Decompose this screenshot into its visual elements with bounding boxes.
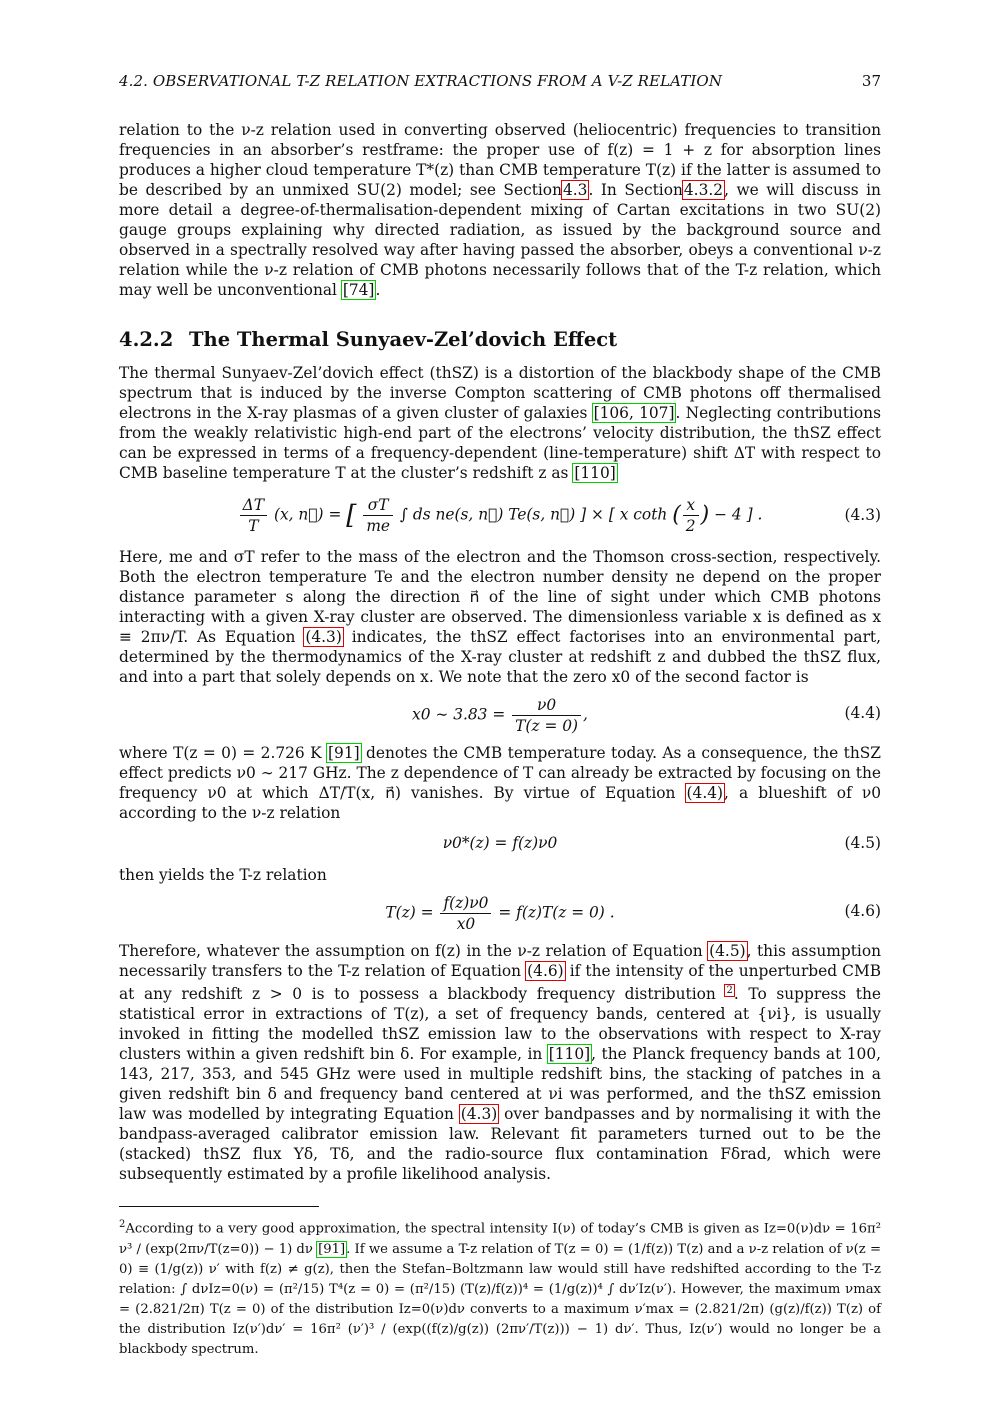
equation-4-6 xyxy=(119,891,881,935)
text-run: . Neglecting contributions from the weakly relativistic high-end part of the electrons’ velocity distribution, the thSZ effect can be expressed in terms of a frequency-dependent (line-temperature) shift ΔT with respect to CMB baseline temperature T at the cluster’s redshift z as xyxy=(119,404,881,482)
equation-text: , xyxy=(583,705,588,724)
citation-link[interactable]: [91] xyxy=(318,1241,346,1257)
fraction xyxy=(683,495,699,536)
equation-number: (4.6) xyxy=(844,902,881,920)
paragraph-definitions xyxy=(119,547,881,687)
text-run: over bandpasses and by normalising it with the bandpass-averaged calibrator emission law. Relevant fit parameters turned out to be the (stacked) thSZ flux Yδ, Tδ, and the radio-source flux contamination Fδrad, which were subsequently estimated by a profile likelihood analysis. xyxy=(119,1105,882,1184)
equation-number: (4.4) xyxy=(844,704,881,722)
text-run: . If we assume a T-z relation of T(z = 0) = (1/f(z)) T(z) and a ν-z relation of ν(z = 0) ≡ (1/g(z)) ν′ with f(z) ≠ g(z), then the Stefan–Boltzmann law would still have redshifted according to the T-z relation: ∫ dνIz=0(ν) = (π²/15) T⁴(z = 0) = (π²/15) (T(z)/f(z))⁴ = (1/g(z))⁴ ∫ dν′Iz(ν′). However, the maximum νmax = (2.821/2π) T(z = 0) of the distribution Iz=0(ν)dν converts to a maximum ν′max = (2.821/2π) (g(z)/f(z)) T(z) of the distribution Iz(ν′)dν′ = 16π² (ν′)³ / (exp((f(z)/g(z)) (2πν′/T(z))) − 1) dν′. Thus, Iz(ν′) would no longer be a blackbody spectrum. xyxy=(119,1241,881,1357)
equation-text: = f(z)T(z = 0) . xyxy=(498,903,615,922)
numerator: ΔT xyxy=(240,495,267,516)
fraction xyxy=(240,495,267,536)
footnote-mark: 2 xyxy=(119,1219,126,1231)
section-number: 4.2.2 xyxy=(119,328,174,351)
page-number: 37 xyxy=(861,72,881,90)
footnote-link[interactable]: 2 xyxy=(726,985,733,996)
text-run: According to a very good approximation, the spectral intensity I(ν) of today’s CMB is given as Iz=0(ν)dν = 16π² ν³ / (exp(2πν/T(z=0)) − 1) dν xyxy=(119,1221,881,1257)
text-run: Therefore, whatever the assumption on f(z) in the ν-z relation of Equation xyxy=(119,942,709,960)
text-run: indicates, the thSZ effect factorises into an environmental part, determined by the thermodynamics of the X-ray cluster at redshift z and dubbed the thSZ flux, and into a part that solely depends on x. We note that the zero x0 of the second factor is xyxy=(119,628,882,686)
equation-4-5 xyxy=(119,829,881,859)
equation-link-4-3[interactable]: (4.3) xyxy=(460,1105,498,1124)
citation-link[interactable]: [74] xyxy=(342,281,375,299)
text-run: , this assumption necessarily transfers to the T-z relation of Equation xyxy=(119,942,881,980)
equation-link-4-6[interactable]: (4.6) xyxy=(527,962,564,980)
numerator: ν0 xyxy=(512,695,581,716)
text-run: if the intensity of the unperturbed CMB at any redshift z > 0 is to possess a blackbody frequency distribution xyxy=(119,962,882,1004)
citation-link[interactable]: [110] xyxy=(574,464,616,482)
equation-link-4-4[interactable]: (4.4) xyxy=(686,784,724,802)
fraction xyxy=(440,893,491,934)
text-run: denotes the CMB temperature today. As a consequence, the thSZ effect predicts ν0 ∼ 217 GHz. The z dependence of T can already be extracted by focusing on the frequency ν0 at which ΔT/T(x, n⃗) vanishes. By virtue of Equation xyxy=(119,744,881,802)
equation-number: (4.3) xyxy=(844,506,881,524)
footnote-rule xyxy=(119,1206,319,1207)
numerator: x xyxy=(683,495,699,516)
section-link-4-3[interactable]: 4.3 xyxy=(562,181,588,199)
denominator: me xyxy=(366,517,391,535)
paragraph-yields xyxy=(119,865,881,885)
denominator: 2 xyxy=(685,517,696,535)
denominator: x0 xyxy=(456,915,476,933)
equation-4-3 xyxy=(119,489,881,541)
running-header xyxy=(119,72,881,96)
equation-text: ν0*(z) = f(z)ν0 xyxy=(442,834,558,852)
paragraph-planck-analysis xyxy=(119,941,881,1184)
equation-text: − 4 ] . xyxy=(714,505,763,524)
equation-link-4-5[interactable]: (4.5) xyxy=(709,942,746,960)
equation-text: (x, n⃗) = xyxy=(273,505,342,524)
section-heading xyxy=(119,330,881,350)
equation-text: x0 ∼ 3.83 = xyxy=(412,705,506,724)
text-run: relation to the ν-z relation used in converting observed (heliocentric) frequencies to transition frequencies in an absorber’s restframe: the proper use of f(z) = 1 + z for absorption lines produces a higher cloud temperature T*(z) than CMB temperature T(z) if the latter is assumed to be described by an unmixed SU(2) model; see Section xyxy=(119,121,881,199)
equation-body: $\frac{\Delta T}{T}$ (x, n⃗) = [ $\frac{\sigma T}{me}$ ∫ ds ne(s, n⃗) Te(s, n⃗) ] × [ x coth ( $\frac{x}{2}$ ) − 4 ] . xyxy=(119,495,881,536)
numerator: f(z)ν0 xyxy=(440,893,491,914)
denominator: T xyxy=(248,517,259,535)
equation-4-4 xyxy=(119,693,881,737)
text-run: , the Planck frequency bands at 100, 143, 217, 353, and 545 GHz were used in multiple redshift bins, the stacking of patches in a given redshift bin δ and frequency band centered at νi was performed, and the thSZ emission law was modelled by integrating Equation xyxy=(119,1045,882,1124)
equation-link-4-3[interactable]: (4.3) xyxy=(305,628,342,646)
equation-body xyxy=(119,695,881,736)
text-run: then yields the T-z relation xyxy=(119,866,327,884)
fraction xyxy=(363,495,393,536)
equation-body xyxy=(119,893,881,934)
text-run: , we will discuss in more detail a degree-of-thermalisation-dependent mixing of Cartan excitations in two SU(2) gauge groups explaining why directed radiation, as issued by the background source and observed in a spectrally resolved way after having passed the absorber, obeys a conventional ν-z relation while the ν-z relation of CMB photons necessarily follows that of the T-z relation, which may well be unconventional xyxy=(119,181,881,299)
equation-text: ∫ ds ne(s, n⃗) Te(s, n⃗) ] × [ x coth xyxy=(399,505,668,524)
equation-text: T(z) = xyxy=(385,903,434,922)
paragraph-cmb-temperature xyxy=(119,743,881,823)
paragraph-continuation xyxy=(119,120,881,300)
section-link-4-3-2[interactable]: 4.3.2 xyxy=(683,181,724,199)
citation-link[interactable]: [106, 107] xyxy=(593,404,675,422)
text-run: . To suppress the statistical error in extractions of T(z), a set of frequency bands, centered at {νi}, is usually invoked in fitting the modelled thSZ emission law to the observations with respect to X-ray clusters within a given redshift bin δ. For example, in xyxy=(119,985,881,1064)
numerator: σT xyxy=(363,495,393,516)
equation-number: (4.5) xyxy=(844,834,881,852)
running-title: 4.2. OBSERVATIONAL T-Z RELATION EXTRACTIONS FROM A V-Z RELATION xyxy=(119,72,723,90)
text-run: The thermal Sunyaev-Zel’dovich effect (thSZ) is a distortion of the blackbody shape of the CMB spectrum that is induced by the inverse Compton scattering of CMB photons off thermalised electrons in the X-ray plasmas of a given cluster of galaxies xyxy=(119,364,881,422)
fraction xyxy=(512,695,581,736)
footnote xyxy=(119,1215,881,1359)
text-run: . In Section xyxy=(588,181,683,199)
citation-link[interactable]: [110] xyxy=(548,1045,591,1064)
denominator: T(z = 0) xyxy=(515,717,579,735)
section-title: The Thermal Sunyaev-Zel’dovich Effect xyxy=(189,328,618,351)
equation-body xyxy=(119,833,881,853)
text-run: , a blueshift of ν0 according to the ν-z relation xyxy=(119,784,882,822)
text-run: . xyxy=(375,281,381,299)
citation-link[interactable]: [91] xyxy=(328,744,360,762)
text-run: where T(z = 0) = 2.726 K xyxy=(119,744,328,762)
paragraph-thsz-intro xyxy=(119,363,881,483)
body-text xyxy=(119,120,881,1360)
text-run: Here, me and σT refer to the mass of the electron and the Thomson cross-section, respectively. Both the electron temperature Te and the electron number density ne depend on the proper distance parameter s along the direction n⃗ of the line of sight under which CMB photons interacting with a given X-ray cluster are observed. The dimensionless variable x is defined as x ≡ 2πν/T. As Equation xyxy=(119,548,881,646)
